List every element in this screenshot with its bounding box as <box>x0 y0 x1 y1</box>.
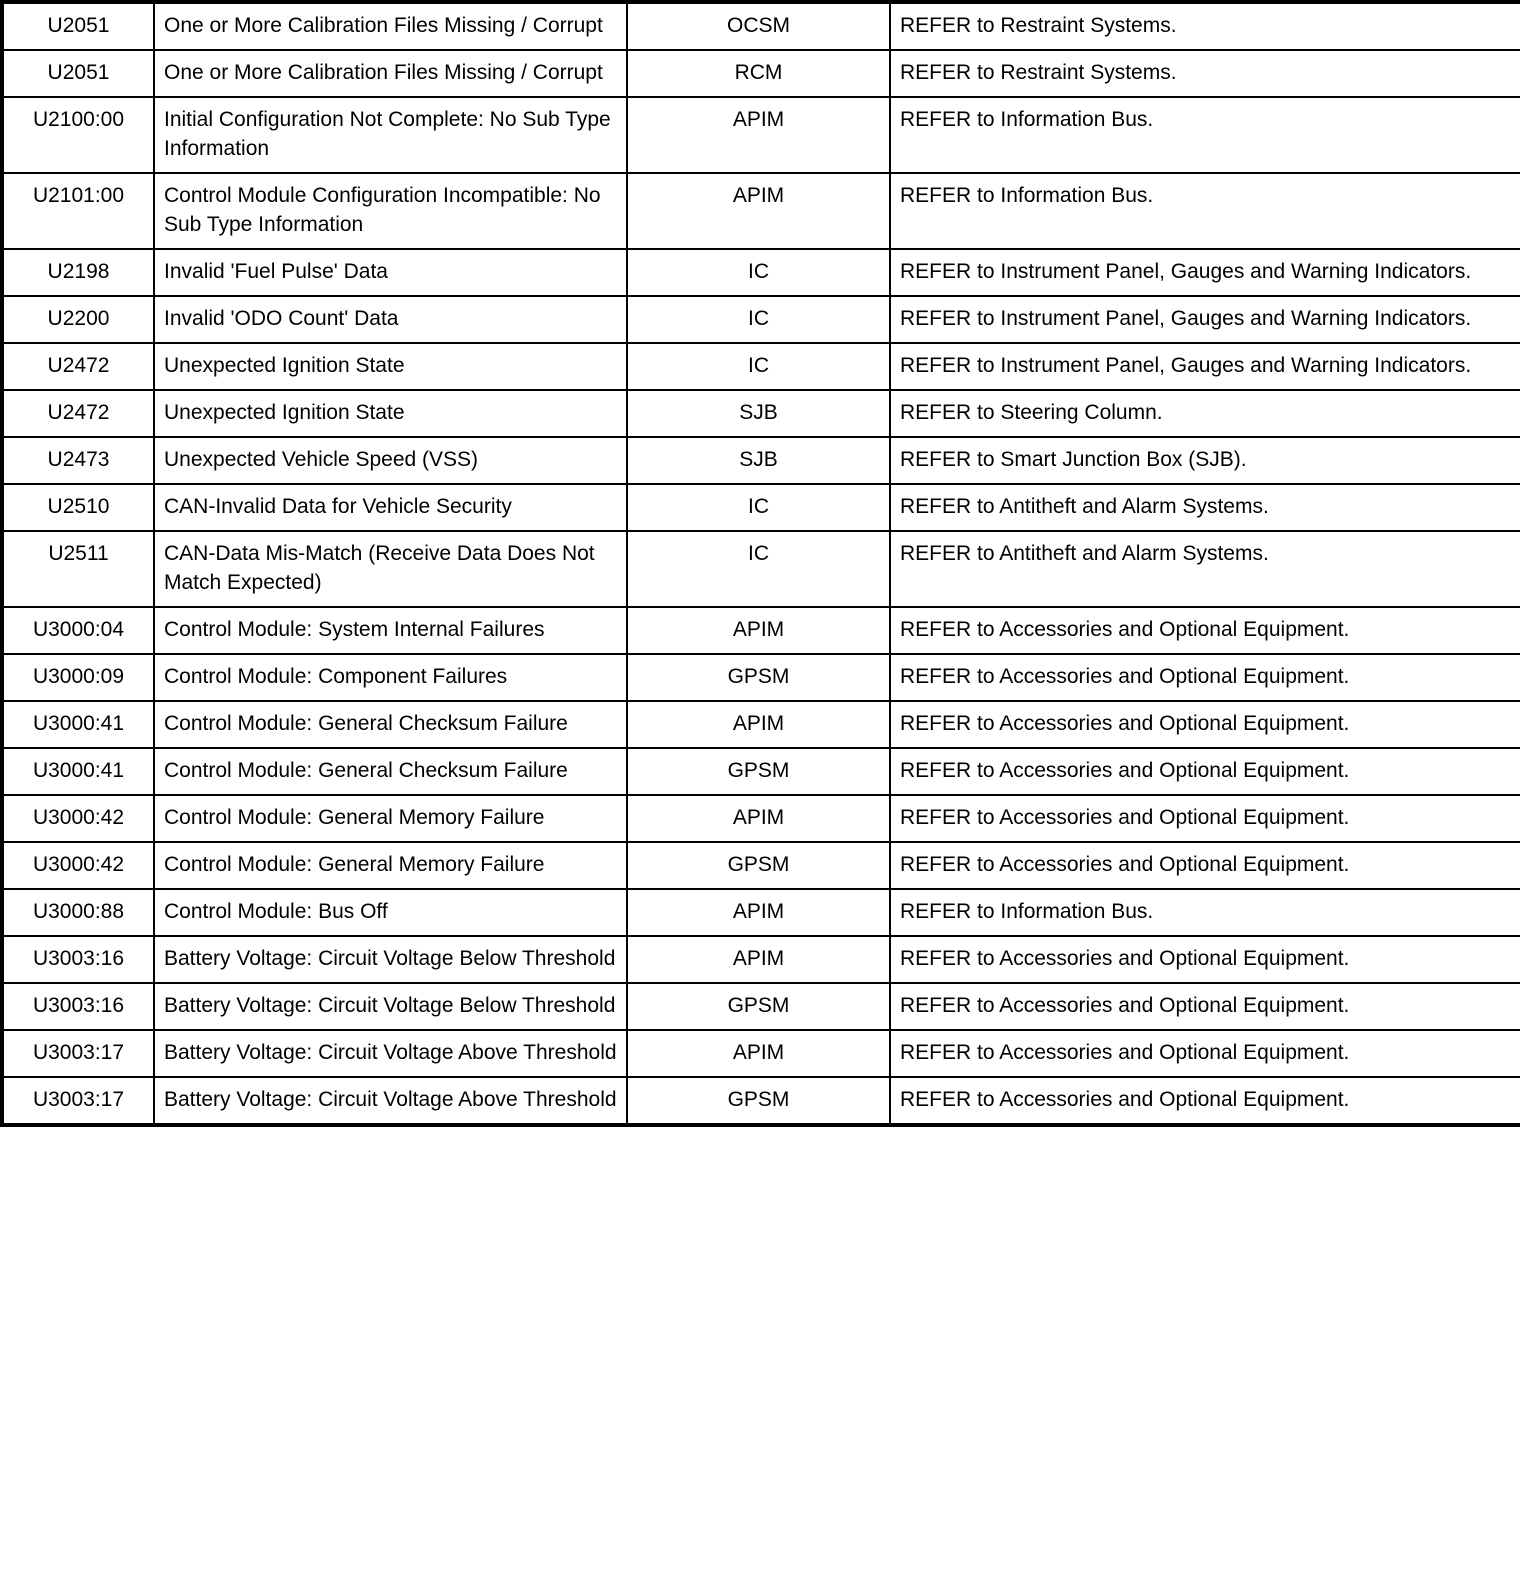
action-cell: REFER to Information Bus. <box>890 889 1520 936</box>
action-cell: REFER to Accessories and Optional Equipment. <box>890 936 1520 983</box>
dtc-code-cell: U3000:42 <box>2 795 154 842</box>
table-row <box>2 842 1520 889</box>
module-cell: GPSM <box>627 748 890 795</box>
dtc-code-cell: U2051 <box>2 50 154 97</box>
description-cell: Control Module Configuration Incompatible: No Sub Type Information <box>154 173 627 249</box>
dtc-code-cell: U3003:16 <box>2 983 154 1030</box>
module-cell: APIM <box>627 607 890 654</box>
description-cell: Battery Voltage: Circuit Voltage Below Threshold <box>154 983 627 1030</box>
description-cell: One or More Calibration Files Missing / Corrupt <box>154 2 627 50</box>
module-cell: APIM <box>627 173 890 249</box>
description-cell: Initial Configuration Not Complete: No Sub Type Information <box>154 97 627 173</box>
dtc-code-cell: U3000:04 <box>2 607 154 654</box>
description-cell: Invalid 'Fuel Pulse' Data <box>154 249 627 296</box>
table-row <box>2 50 1520 97</box>
description-cell: Unexpected Vehicle Speed (VSS) <box>154 437 627 484</box>
action-cell: REFER to Accessories and Optional Equipment. <box>890 607 1520 654</box>
module-cell: GPSM <box>627 654 890 701</box>
module-cell: IC <box>627 296 890 343</box>
module-cell: APIM <box>627 1030 890 1077</box>
table-row <box>2 607 1520 654</box>
dtc-code-cell: U3000:41 <box>2 748 154 795</box>
action-cell: REFER to Information Bus. <box>890 97 1520 173</box>
action-cell: REFER to Accessories and Optional Equipment. <box>890 842 1520 889</box>
dtc-code-cell: U2101:00 <box>2 173 154 249</box>
action-cell: REFER to Accessories and Optional Equipment. <box>890 795 1520 842</box>
description-cell: Invalid 'ODO Count' Data <box>154 296 627 343</box>
table-row <box>2 390 1520 437</box>
description-cell: Battery Voltage: Circuit Voltage Above Threshold <box>154 1077 627 1125</box>
dtc-code-cell: U2511 <box>2 531 154 607</box>
table-row <box>2 97 1520 173</box>
action-cell: REFER to Antitheft and Alarm Systems. <box>890 484 1520 531</box>
module-cell: APIM <box>627 936 890 983</box>
description-cell: CAN-Data Mis-Match (Receive Data Does Not Match Expected) <box>154 531 627 607</box>
dtc-code-cell: U3000:88 <box>2 889 154 936</box>
table-row <box>2 484 1520 531</box>
description-cell: CAN-Invalid Data for Vehicle Security <box>154 484 627 531</box>
table-row <box>2 249 1520 296</box>
module-cell: IC <box>627 343 890 390</box>
description-cell: Battery Voltage: Circuit Voltage Above Threshold <box>154 1030 627 1077</box>
dtc-code-cell: U2200 <box>2 296 154 343</box>
table-row <box>2 296 1520 343</box>
module-cell: IC <box>627 249 890 296</box>
action-cell: REFER to Instrument Panel, Gauges and Warning Indicators. <box>890 343 1520 390</box>
dtc-code-cell: U2510 <box>2 484 154 531</box>
table-row <box>2 889 1520 936</box>
dtc-code-cell: U2473 <box>2 437 154 484</box>
action-cell: REFER to Smart Junction Box (SJB). <box>890 437 1520 484</box>
description-cell: Control Module: General Memory Failure <box>154 795 627 842</box>
table-row <box>2 2 1520 50</box>
action-cell: REFER to Accessories and Optional Equipment. <box>890 654 1520 701</box>
action-cell: REFER to Accessories and Optional Equipment. <box>890 1077 1520 1125</box>
action-cell: REFER to Instrument Panel, Gauges and Warning Indicators. <box>890 249 1520 296</box>
table-row <box>2 1077 1520 1125</box>
action-cell: REFER to Instrument Panel, Gauges and Warning Indicators. <box>890 296 1520 343</box>
action-cell: REFER to Accessories and Optional Equipment. <box>890 983 1520 1030</box>
description-cell: Control Module: General Memory Failure <box>154 842 627 889</box>
table-row <box>2 173 1520 249</box>
dtc-code-cell: U2472 <box>2 390 154 437</box>
action-cell: REFER to Antitheft and Alarm Systems. <box>890 531 1520 607</box>
dtc-code-cell: U3000:41 <box>2 701 154 748</box>
table-row <box>2 983 1520 1030</box>
description-cell: Battery Voltage: Circuit Voltage Below Threshold <box>154 936 627 983</box>
module-cell: APIM <box>627 795 890 842</box>
module-cell: APIM <box>627 97 890 173</box>
dtc-code-cell: U2472 <box>2 343 154 390</box>
module-cell: OCSM <box>627 2 890 50</box>
module-cell: GPSM <box>627 983 890 1030</box>
module-cell: SJB <box>627 390 890 437</box>
table-row <box>2 531 1520 607</box>
dtc-code-cell: U2100:00 <box>2 97 154 173</box>
action-cell: REFER to Accessories and Optional Equipment. <box>890 748 1520 795</box>
module-cell: IC <box>627 484 890 531</box>
description-cell: Unexpected Ignition State <box>154 343 627 390</box>
module-cell: APIM <box>627 889 890 936</box>
module-cell: IC <box>627 531 890 607</box>
table-row <box>2 701 1520 748</box>
table-row <box>2 936 1520 983</box>
table-row <box>2 437 1520 484</box>
description-cell: Control Module: Bus Off <box>154 889 627 936</box>
description-cell: Unexpected Ignition State <box>154 390 627 437</box>
dtc-code-cell: U3000:09 <box>2 654 154 701</box>
action-cell: REFER to Steering Column. <box>890 390 1520 437</box>
module-cell: SJB <box>627 437 890 484</box>
module-cell: APIM <box>627 701 890 748</box>
dtc-code-cell: U3003:17 <box>2 1030 154 1077</box>
table-row <box>2 795 1520 842</box>
description-cell: Control Module: Component Failures <box>154 654 627 701</box>
module-cell: GPSM <box>627 1077 890 1125</box>
module-cell: GPSM <box>627 842 890 889</box>
description-cell: Control Module: System Internal Failures <box>154 607 627 654</box>
dtc-code-cell: U2051 <box>2 2 154 50</box>
table-row <box>2 343 1520 390</box>
table-row <box>2 748 1520 795</box>
action-cell: REFER to Accessories and Optional Equipment. <box>890 701 1520 748</box>
table-row <box>2 654 1520 701</box>
action-cell: REFER to Information Bus. <box>890 173 1520 249</box>
action-cell: REFER to Restraint Systems. <box>890 2 1520 50</box>
dtc-code-cell: U3000:42 <box>2 842 154 889</box>
dtc-table-body <box>2 2 1520 1125</box>
dtc-code-cell: U2198 <box>2 249 154 296</box>
table-row <box>2 1030 1520 1077</box>
description-cell: One or More Calibration Files Missing / Corrupt <box>154 50 627 97</box>
module-cell: RCM <box>627 50 890 97</box>
action-cell: REFER to Restraint Systems. <box>890 50 1520 97</box>
action-cell: REFER to Accessories and Optional Equipment. <box>890 1030 1520 1077</box>
description-cell: Control Module: General Checksum Failure <box>154 748 627 795</box>
dtc-code-cell: U3003:16 <box>2 936 154 983</box>
description-cell: Control Module: General Checksum Failure <box>154 701 627 748</box>
dtc-code-cell: U3003:17 <box>2 1077 154 1125</box>
